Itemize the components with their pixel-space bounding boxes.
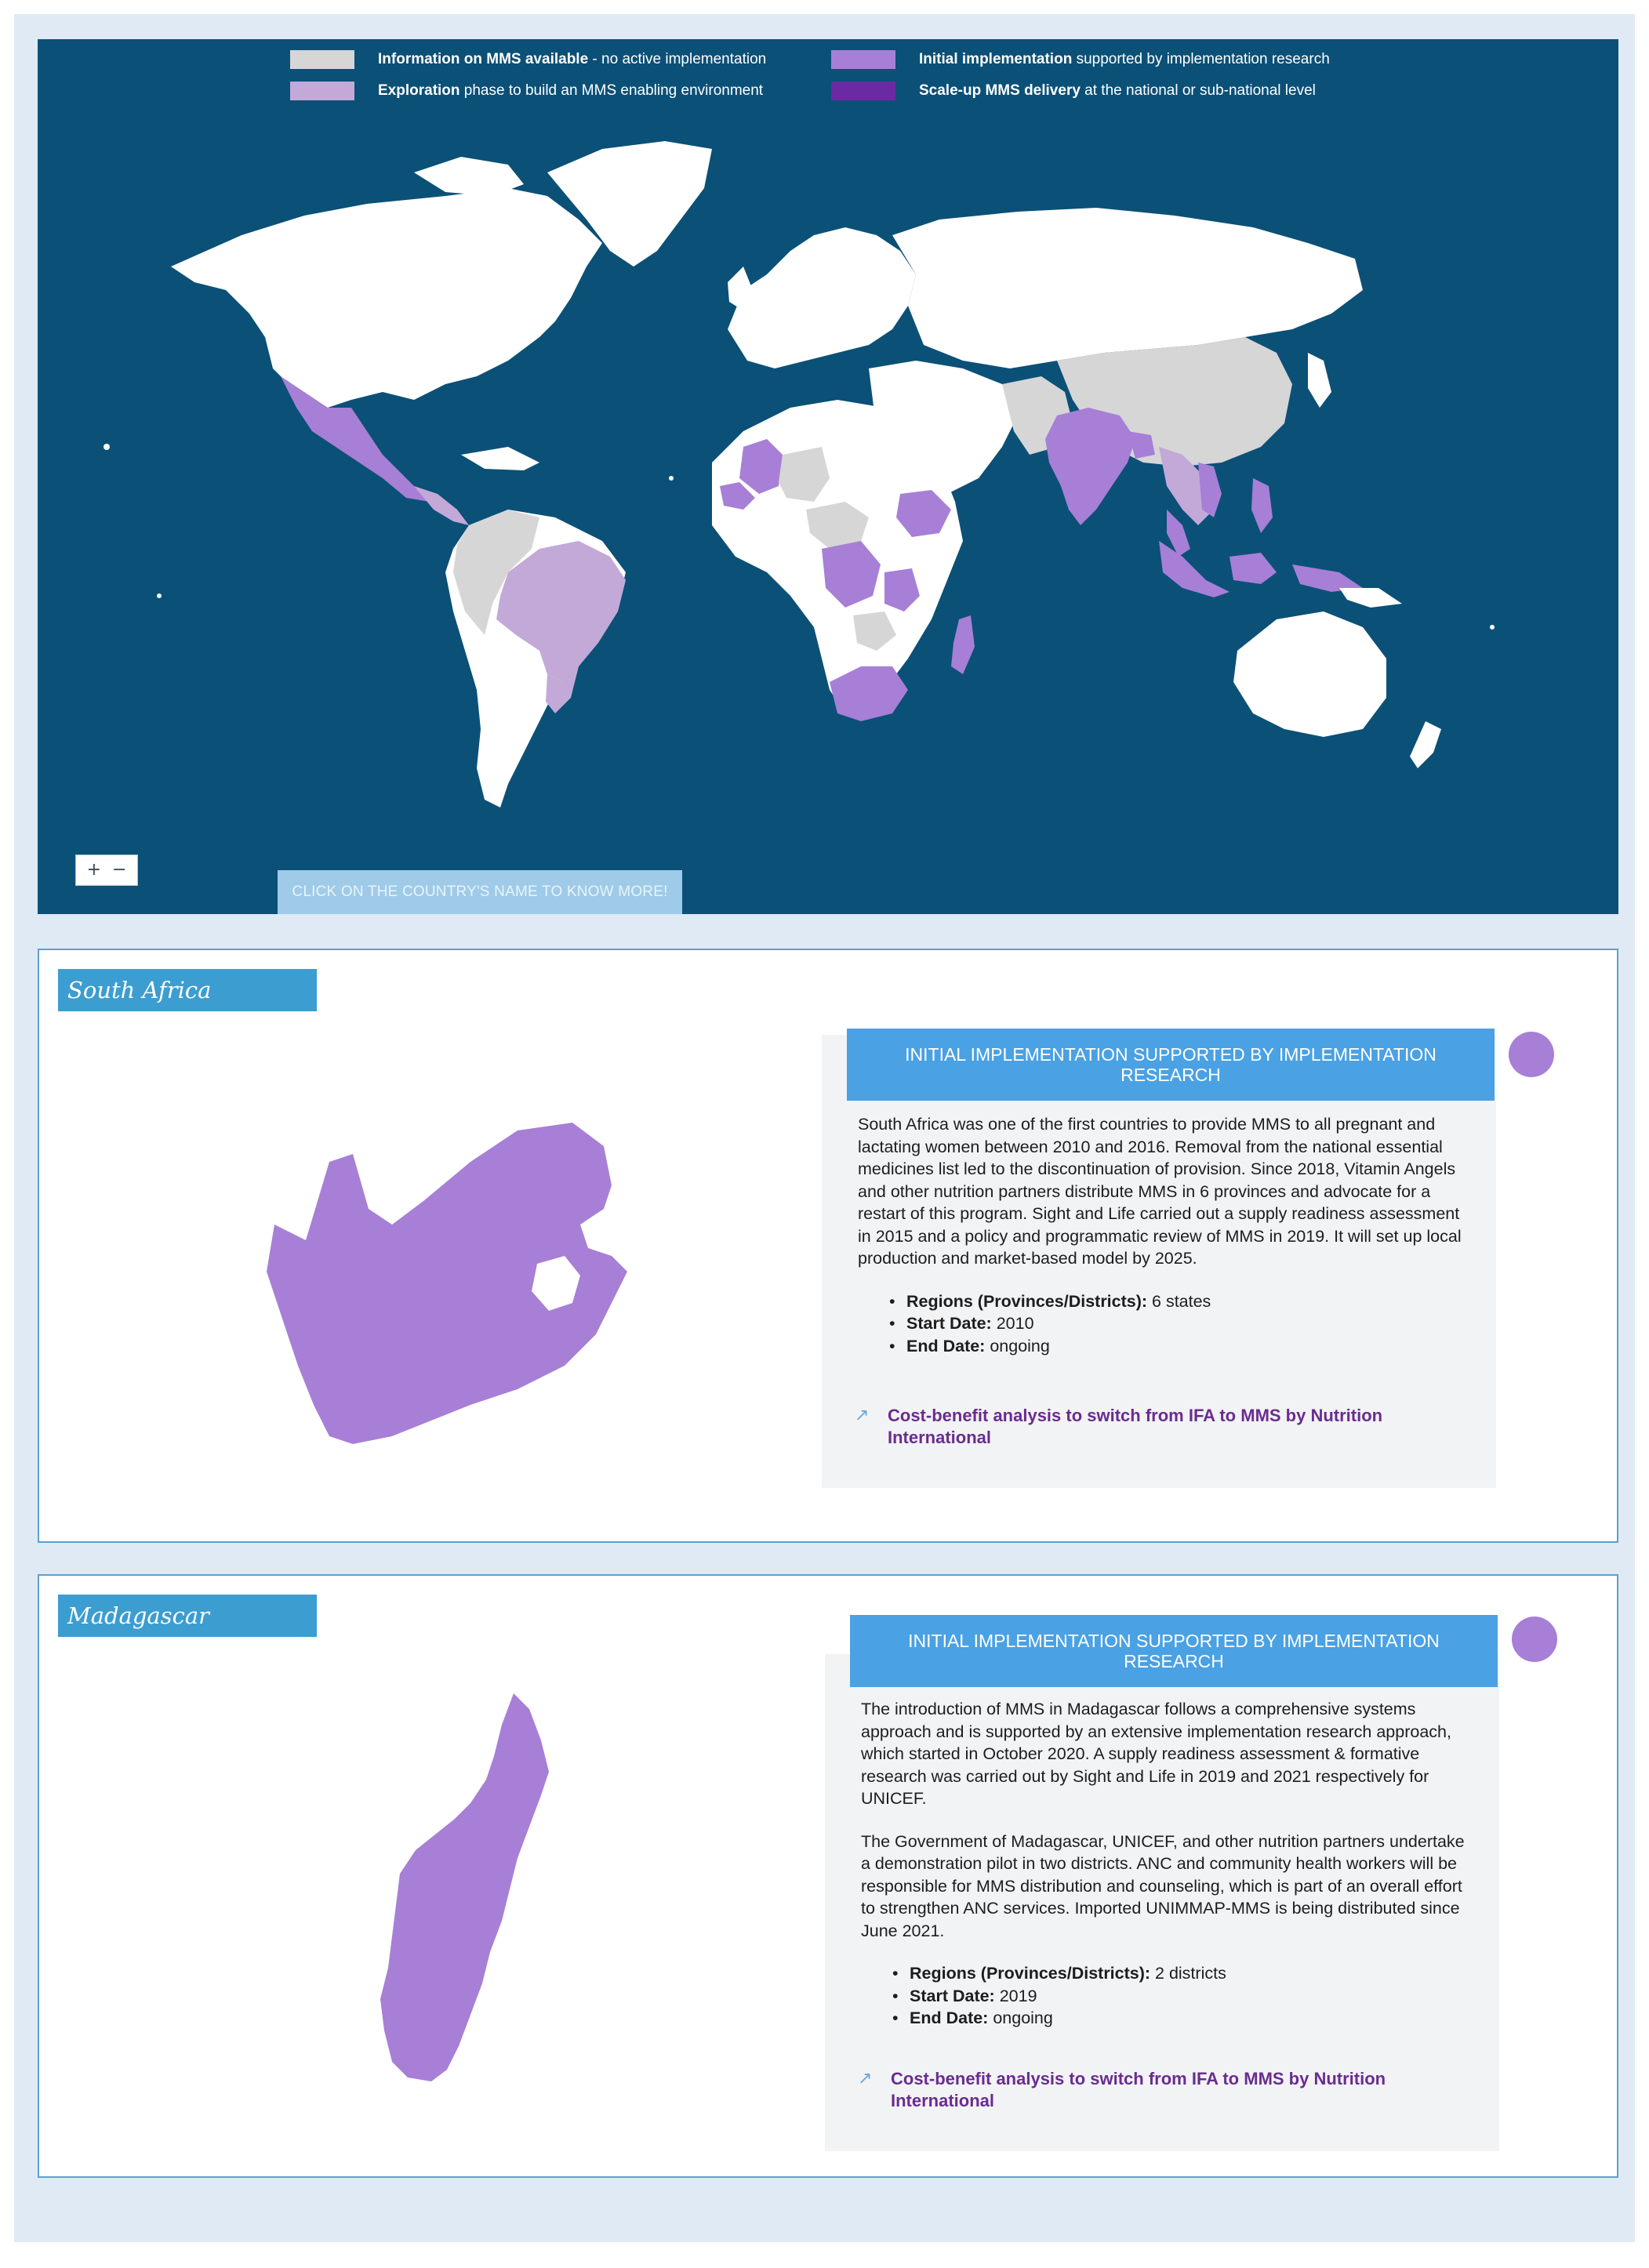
fact-regions (889, 1290, 1469, 1313)
map-philippines[interactable] (1251, 478, 1273, 533)
status-heading: INITIAL IMPLEMENTATION SUPPORTED BY IMPLEMENTATION RESEARCH (847, 1029, 1495, 1101)
status-dot (1512, 1617, 1557, 1662)
map-island (1490, 625, 1495, 630)
legend-item-information (290, 50, 766, 69)
map-papua[interactable] (1339, 588, 1402, 608)
legend-label-bold: Scale-up MMS delivery (919, 82, 1081, 99)
map-caribbean[interactable] (461, 447, 539, 470)
zoom-out-button[interactable]: − (112, 860, 127, 880)
world-map-panel (38, 39, 1618, 914)
legend-label-rest: phase to build an MMS enabling environment (459, 82, 764, 99)
cost-benefit-link[interactable] (855, 1405, 1435, 1449)
legend-label-bold: Information on MMS available (378, 51, 589, 67)
fact-start-date (892, 1985, 1476, 2008)
cost-benefit-link[interactable] (858, 2068, 1438, 2112)
map-new-zealand[interactable] (1410, 721, 1441, 768)
fact-start-date (889, 1312, 1469, 1335)
country-description (861, 1698, 1476, 2030)
legend-label-scaleup (919, 82, 1316, 100)
zoom-control (75, 855, 138, 886)
fact-end-date (889, 1335, 1469, 1358)
external-link-icon: ↗ (855, 1406, 870, 1425)
fact-label: Start Date: (910, 1986, 995, 2005)
facts-list (892, 1962, 1476, 2030)
fact-label: Start Date: (906, 1314, 992, 1333)
map-europe[interactable] (728, 227, 916, 368)
country-card-south-africa (38, 949, 1618, 1543)
facts-list (889, 1290, 1469, 1358)
fact-label: Regions (Provinces/Districts): (910, 1964, 1151, 1983)
fact-value: 2010 (991, 1314, 1034, 1333)
cost-benefit-link-text[interactable]: Cost-benefit analysis to switch from IFA to MMS by Nutrition International (888, 1406, 1383, 1447)
fact-regions (892, 1962, 1476, 1985)
legend-label-information (378, 51, 766, 68)
country-card-madagascar (38, 1574, 1618, 2178)
fact-value: 2 districts (1150, 1964, 1226, 1983)
map-indonesia[interactable] (1159, 541, 1363, 597)
legend-item-scaleup (831, 82, 1316, 100)
legend-swatch-information (290, 50, 354, 69)
map-india[interactable] (1045, 408, 1135, 525)
legend-label-exploration (378, 82, 763, 100)
fact-label: Regions (Provinces/Districts): (906, 1291, 1148, 1311)
fact-value: ongoing (988, 2009, 1053, 2027)
map-australia[interactable] (1233, 611, 1386, 737)
click-country-banner[interactable]: CLICK ON THE COUNTRY'S NAME TO KNOW MORE! (278, 870, 682, 914)
description-paragraph: South Africa was one of the first countries to provide MMS to all pregnant and lactating women between 2010 and 2016. Removal from the national essential medicines list led to the discontinuation of provision. Since 2018, Vitamin Angels and other nutrition partners distribute MMS in 6 provinces and advocate for a restart of this program. Sight and Life carried out a supply readiness assessment in 2015 and a policy and programmatic review of MMS in 2019. It will set up local production and market-based model by 2025. (858, 1115, 1462, 1268)
map-island (104, 444, 110, 450)
map-madagascar[interactable] (951, 615, 975, 674)
description-paragraph: The Government of Madagascar, UNICEF, and other nutrition partners undertake a demonstration pilot in two districts. ANC and community health workers will be responsible for MMS distribution and counseling, which is part of an overall effort to strengthen ANC services. Imported UNIMMAP-MMS is being distributed since June 2021. (861, 1831, 1465, 1940)
legend-swatch-exploration (290, 82, 354, 100)
legend-label-rest: - no active implementation (588, 51, 767, 67)
legend-swatch-initial (831, 50, 895, 69)
country-tab-madagascar[interactable]: Madagascar (58, 1595, 317, 1637)
legend-label-bold: Exploration (378, 82, 460, 99)
map-island (157, 593, 162, 598)
map-canadian-islands[interactable] (414, 157, 524, 196)
fact-label: End Date: (906, 1336, 986, 1355)
legend-label-bold: Initial implementation (919, 51, 1073, 67)
map-north-america[interactable] (171, 188, 602, 408)
map-central-america[interactable] (414, 486, 469, 525)
madagascar-shape (329, 1678, 612, 2117)
legend-item-initial (831, 50, 1330, 69)
map-japan[interactable] (1308, 353, 1331, 408)
legend-swatch-scaleup (831, 82, 895, 100)
world-map[interactable] (38, 39, 1618, 914)
external-link-icon: ↗ (858, 2069, 873, 2088)
fact-label: End Date: (910, 2009, 989, 2027)
fact-value: 2019 (994, 1986, 1037, 2005)
legend-item-exploration (290, 82, 763, 100)
map-island (669, 476, 674, 481)
country-description (858, 1113, 1469, 1357)
status-dot (1509, 1032, 1554, 1077)
legend-label-rest: supported by implementation research (1072, 51, 1330, 67)
madagascar-silhouette (380, 1693, 549, 2081)
fact-value: ongoing (985, 1336, 1050, 1355)
cost-benefit-link-text[interactable]: Cost-benefit analysis to switch from IFA to MMS by Nutrition International (891, 2069, 1386, 2110)
south-africa-shape (235, 1068, 721, 1475)
fact-end-date (892, 2007, 1476, 2030)
status-heading: INITIAL IMPLEMENTATION SUPPORTED BY IMPLEMENTATION RESEARCH (850, 1615, 1498, 1687)
legend-label-rest: at the national or sub-national level (1080, 82, 1316, 99)
fact-value: 6 states (1147, 1291, 1211, 1311)
description-paragraph: The introduction of MMS in Madagascar follows a comprehensive systems approach and is supported by an extensive implementation research approach, which started in October 2020. A supply readiness assessment & formative research was carried out by Sight and Life in 2019 and 2021 respectively for UNICEF. (861, 1700, 1451, 1808)
zoom-in-button[interactable]: + (86, 860, 101, 880)
south-africa-silhouette (267, 1123, 627, 1444)
country-tab-south-africa[interactable]: South Africa (58, 969, 317, 1011)
legend-label-initial (919, 51, 1330, 68)
map-russia[interactable] (892, 208, 1363, 368)
